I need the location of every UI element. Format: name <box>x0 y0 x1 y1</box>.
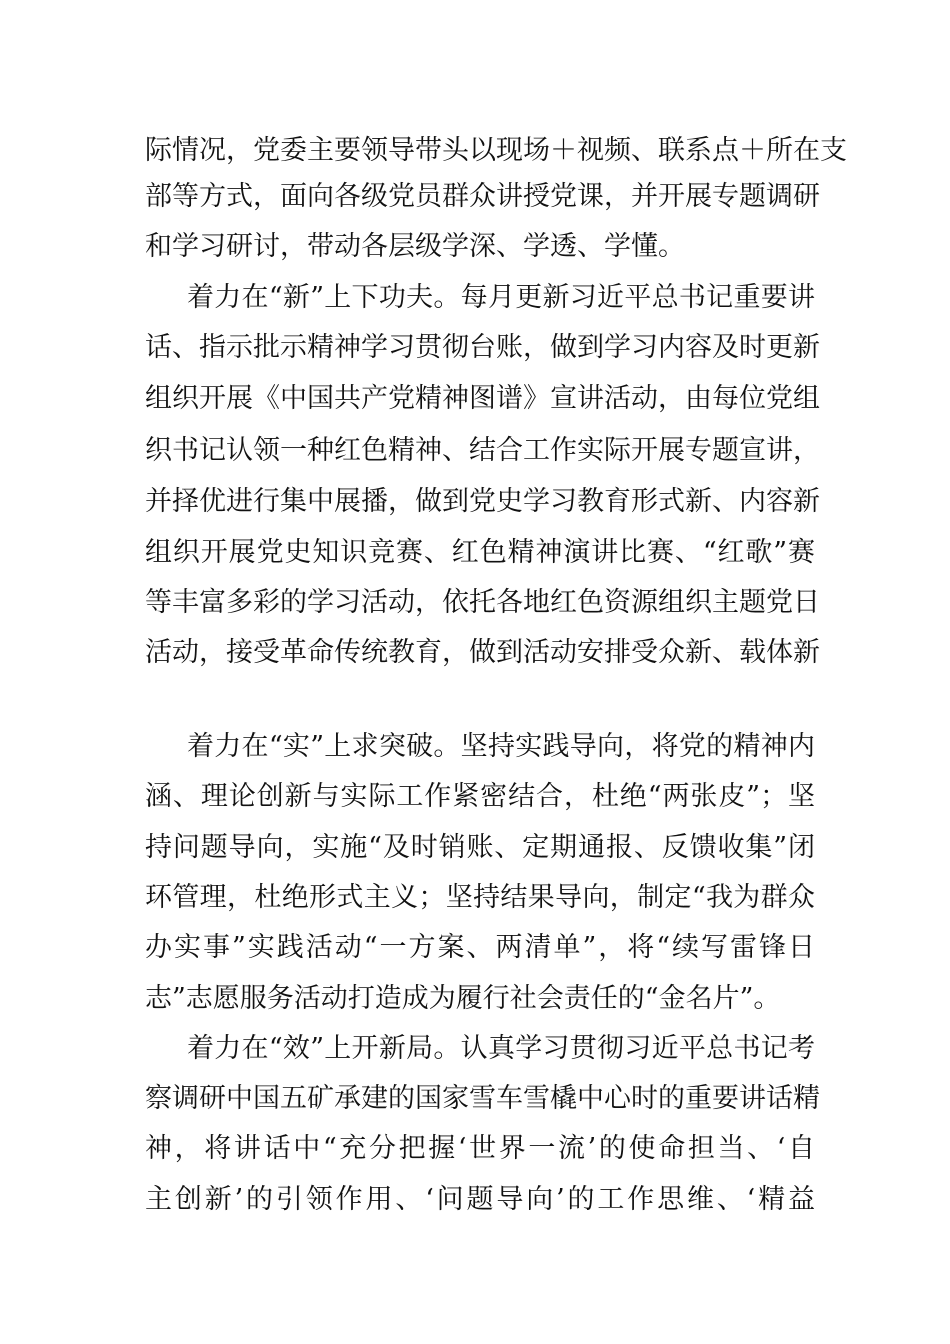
paragraph-heading-line: 着力在“实”上求突破。坚持实践导向，将党的精神内 <box>187 731 815 762</box>
text-line: 际情况，党委主要领导带头以现场＋视频、联系点＋所在支 <box>145 135 847 166</box>
text-line: 组织开展《中国共产党精神图谱》宣讲活动，由每位党组 <box>145 383 820 414</box>
text-line: 察调研中国五矿承建的国家雪车雪橇中心时的重要讲话精 <box>145 1083 820 1114</box>
text-line: 办实事”实践活动“一方案、两清单”，将“续写雷锋日 <box>145 932 815 963</box>
text-line: 等丰富多彩的学习活动，依托各地红色资源组织主题党日 <box>145 587 820 618</box>
text-line: 涵、理论创新与实际工作紧密结合，杜绝“两张皮”；坚 <box>145 781 815 812</box>
text-line: 神，将讲话中“充分把握‘世界一流’的使命担当、‘自 <box>145 1133 815 1164</box>
text-line: 话、指示批示精神学习贯彻台账，做到学习内容及时更新 <box>145 332 820 363</box>
paragraph-heading-line: 着力在“新”上下功夫。每月更新习近平总书记重要讲 <box>187 282 815 313</box>
text-line: 活动，接受革命传统教育，做到活动安排受众新、载体新 <box>145 637 820 668</box>
text-line: 持问题导向，实施“及时销账、定期通报、反馈收集”闭 <box>145 832 815 863</box>
text-line: 并择优进行集中展播，做到党史学习教育形式新、内容新 <box>145 486 820 517</box>
text-line: 组织开展党史知识竞赛、红色精神演讲比赛、“红歌”赛 <box>145 537 815 568</box>
paragraph-heading-line: 着力在“效”上开新局。认真学习贯彻习近平总书记考 <box>187 1033 815 1064</box>
text-line: 织书记认领一种红色精神、结合工作实际开展专题宣讲， <box>145 435 820 466</box>
text-line: 部等方式，面向各级党员群众讲授党课，并开展专题调研 <box>145 181 820 212</box>
text-line: 环管理，杜绝形式主义；坚持结果导向，制定“我为群众 <box>145 882 815 913</box>
text-line: 志”志愿服务活动打造成为履行社会责任的“金名片”。 <box>145 983 781 1014</box>
text-line: 和学习研讨，带动各层级学深、学透、学懂。 <box>145 231 685 262</box>
text-line: 主创新’的引领作用、‘问题导向’的工作思维、‘精益 <box>145 1184 815 1215</box>
